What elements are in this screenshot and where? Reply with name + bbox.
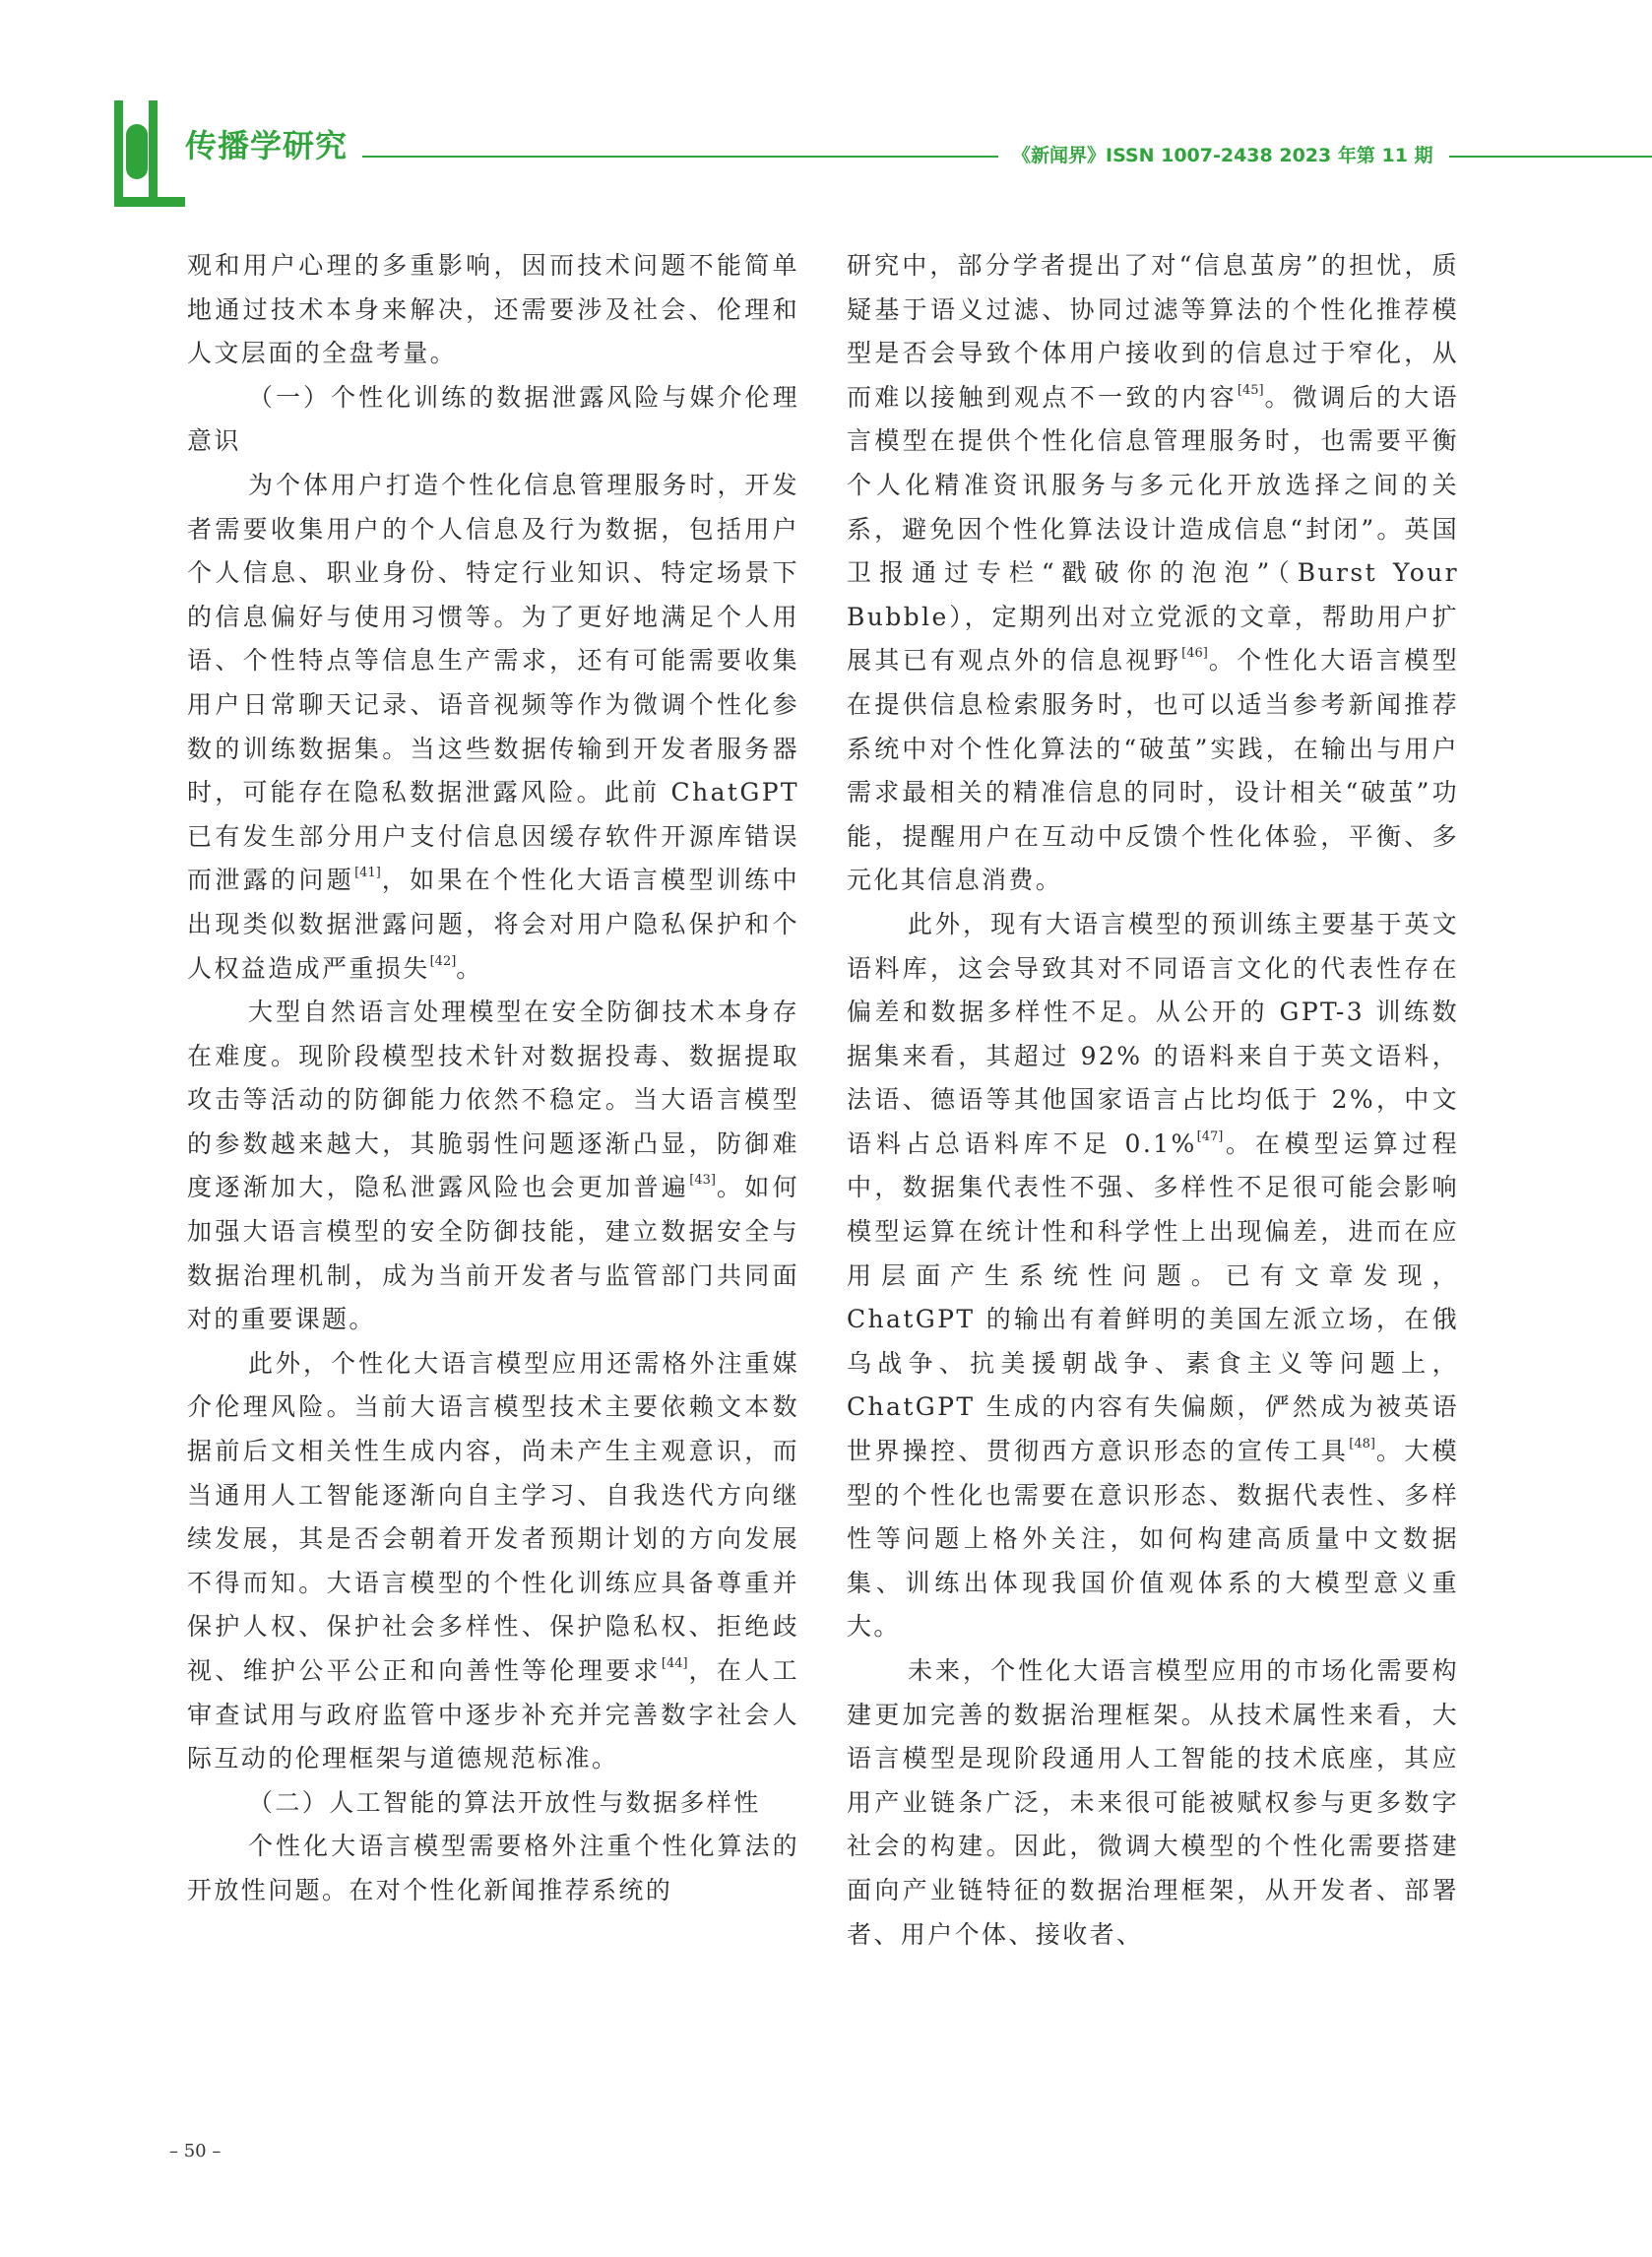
paragraph-text: ，如果在个性化大语言模型训练中出现类似数据泄露问题，将会对用户隐私保护和个人权益造成严重损失 <box>187 866 799 983</box>
paragraph-continuation: 观和用户心理的多重影响，因而技术问题不能简单地通过技术本身来解决，还需要涉及社会、伦理和人文层面的全盘考量。 <box>187 251 799 368</box>
section-title: 传播学研究 <box>185 127 349 164</box>
page-number: – 50 – <box>169 2141 222 2161</box>
right-column <box>847 244 1459 1957</box>
paragraph: 个性化大语言模型需要格外注重个性化算法的开放性问题。在对个性化新闻推荐系统的 <box>187 1832 799 1904</box>
citation-43: [43] <box>689 1173 716 1189</box>
subsection-heading-2: （二）人工智能的算法开放性与数据多样性 <box>248 1787 761 1817</box>
paragraph-text: ，在人工审查试用与政府监管中逐步补充并完善数字社会人际互动的伦理框架与道德规范标准。 <box>187 1656 799 1773</box>
citation-41: [41] <box>354 866 381 881</box>
paragraph-text: 此外，个性化大语言模型应用还需格外注重媒介伦理风险。当前大语言模型技术主要依赖文本数据前后文相关性生成内容，尚未产生主观意识，而当通用人工智能逐渐向自主学习、自我迭代方向继续发展，其是否会朝着开发者预期计划的方向发展不得而知。大语言模型的个性化训练应具备尊重并保护人权、保护社会多样性、保护隐私权、拒绝歧视、维护公平公正和向善性等伦理要求 <box>187 1348 799 1685</box>
paragraph <box>187 991 799 1342</box>
logo-base-shape <box>114 197 185 207</box>
citation-44: [44] <box>661 1656 688 1671</box>
paragraph-continuation <box>847 244 1459 903</box>
citation-46: [46] <box>1181 646 1208 662</box>
header-rule-right <box>1449 156 1652 158</box>
left-column <box>187 244 799 1913</box>
paragraph <box>187 464 799 991</box>
paragraph <box>187 1342 799 1781</box>
citation-47: [47] <box>1196 1128 1224 1144</box>
page-header <box>0 0 1652 226</box>
paragraph-text: 研究中，部分学者提出了对“信息茧房”的担忧，质疑基于语义过滤、协同过滤等算法的个性化推荐模型是否会导致个体用户接收到的信息过于窄化，从而难以接触到观点不一致的内容 <box>847 251 1459 412</box>
paragraph-text: 为个体用户打造个性化信息管理服务时，开发者需要收集用户的个人信息及行为数据，包括用户个人信息、职业身份、特定行业知识、特定场景下的信息偏好与使用习惯等。为了更好地满足个人用语、个性特点等信息生产需求，还有可能需要收集用户日常聊天记录、语音视频等作为微调个性化参数的训练数据集。当这些数据传输到开发者服务器时，可能存在隐私数据泄露风险。此前 ChatGPT 已有发生部分用户支付信息因缓存软件开源库错误而泄露的问题 <box>187 470 799 895</box>
logo-pill-shape <box>126 124 148 179</box>
paragraph-text: 。个性化大语言模型在提供信息检索服务时，也可以适当参考新闻推荐系统中对个性化算法的“破茧”实践，在输出与用户需求最相关的精准信息的同时，设计相关“破茧”功能，提醒用户在互动中反馈个性化体验，平衡、多元化其信息消费。 <box>847 646 1459 895</box>
paragraph-text: 。微调后的大语言模型在提供个性化信息管理服务时，也需要平衡个人化精准资讯服务与多元化开放选择之间的关系，避免因个性化算法设计造成信息“封闭”。英国卫报通过专栏“戳破你的泡泡”（Burst Your Bubble），定期列出对立党派的文章，帮助用户扩展其已有观点外的信息视野 <box>847 382 1459 676</box>
paragraph-text: 。大模型的个性化也需要在意识形态、数据代表性、多样性等问题上格外关注，如何构建高质量中文数据集、训练出体现我国价值观体系的大模型意义重大。 <box>847 1437 1459 1642</box>
citation-48: [48] <box>1349 1437 1375 1452</box>
subsection-heading-1: （一）个性化训练的数据泄露风险与媒介伦理意识 <box>187 382 799 456</box>
citation-45: [45] <box>1237 382 1264 398</box>
header-rule-left <box>362 156 998 158</box>
paragraph-text: 。在模型运算过程中，数据集代表性不强、多样性不足很可能会影响模型运算在统计性和科学性上出现偏差，进而在应用层面产生系统性问题。已有文章发现，ChatGPT 的输出有着鲜明的美国左派立场，在俄乌战争、抗美援朝战争、素食主义等问题上，ChatGPT 生成的内容有失偏颇，俨然成为被英语世界操控、贯彻西方意识形态的宣传工具 <box>847 1128 1460 1466</box>
paragraph: 未来，个性化大语言模型应用的市场化需要构建更加完善的数据治理框架。从技术属性来看，大语言模型是现阶段通用人工智能的技术底座，其应用产业链条广泛，未来很可能被赋权参与更多数字社会的构建。因此，微调大模型的个性化需要搭建面向产业链特征的数据治理框架，从开发者、部署者、用户个体、接收者、 <box>847 1656 1459 1949</box>
paragraph-text: 此外，现有大语言模型的预训练主要基于英文语料库，这会导致其对不同语言文化的代表性存在偏差和数据多样性不足。从公开的 GPT-3 训练数据集来看，其超过 92% 的语料来自于英文语料，法语、德语等其他国家语言占比均低于 2%，中文语料占总语料库不足 0.1% <box>847 909 1459 1158</box>
paragraph-text: 。 <box>456 953 483 983</box>
citation-42: [42] <box>429 953 457 969</box>
paragraph <box>847 903 1459 1649</box>
journal-info: 《新闻界》ISSN 1007-2438 2023 年第 11 期 <box>1012 145 1433 166</box>
paragraph-text: 大型自然语言处理模型在安全防御技术本身存在难度。现阶段模型技术针对数据投毒、数据提取攻击等活动的防御能力依然不稳定。当大语言模型的参数越来越大，其脆弱性问题逐渐凸显，防御难度逐渐加大，隐私泄露风险也会更加普遍 <box>187 998 799 1202</box>
paragraph-text: 。如何加强大语言模型的安全防御技能，建立数据安全与数据治理机制，成为当前开发者与监管部门共同面对的重要课题。 <box>187 1173 799 1334</box>
